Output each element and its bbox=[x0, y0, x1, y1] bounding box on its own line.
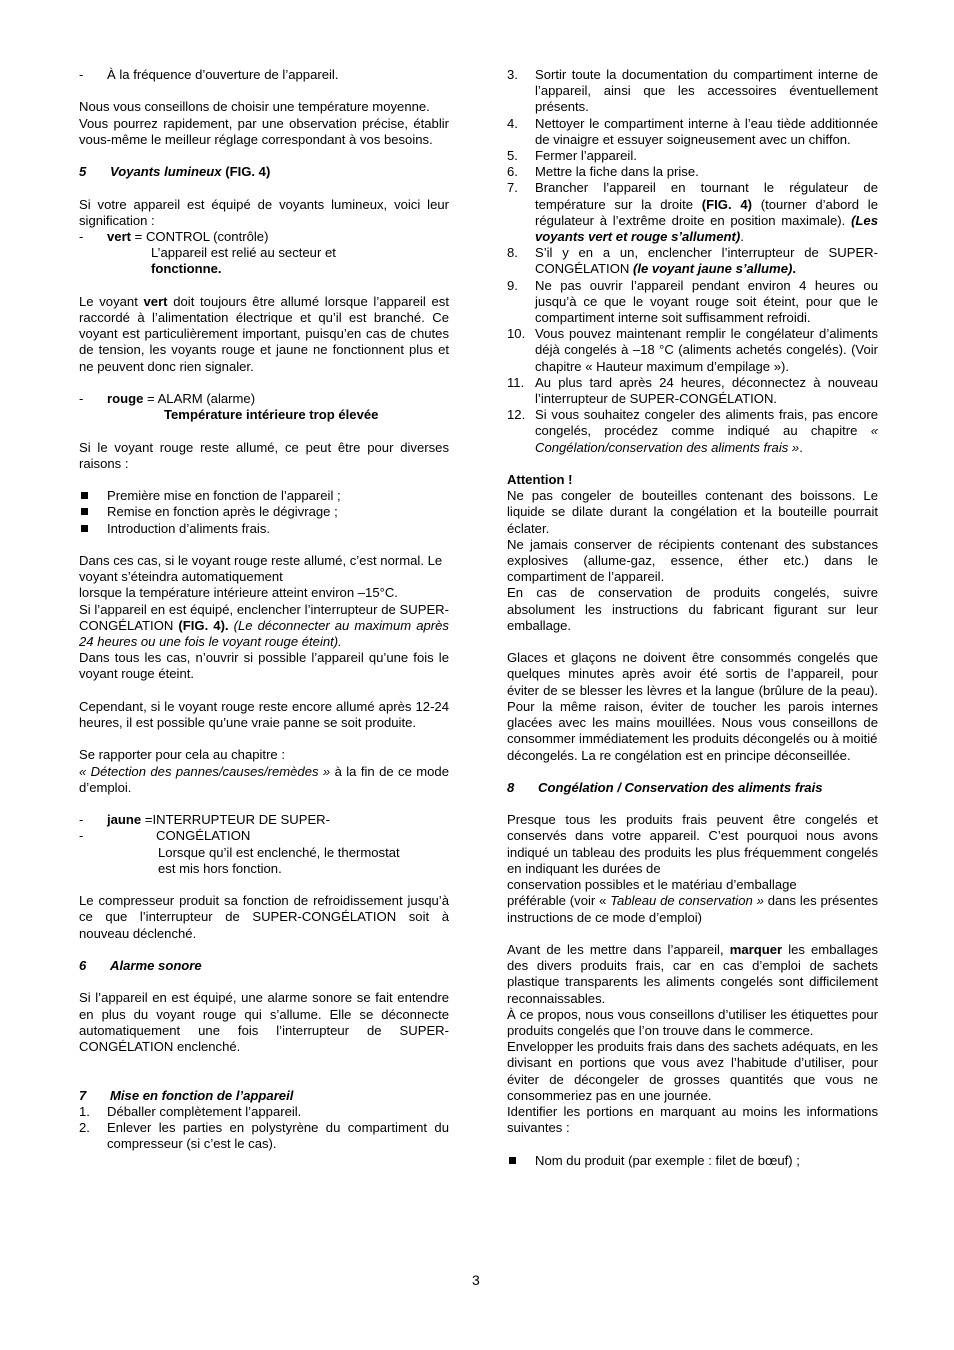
step-item: 5. Fermer l’appareil. bbox=[507, 148, 637, 164]
section-heading-8: 8 Congélation / Conservation des aliments frais bbox=[507, 779, 823, 795]
section-heading-5: 5 Voyants lumineux (FIG. 4) bbox=[79, 164, 271, 180]
square-bullet-icon bbox=[79, 488, 107, 504]
paragraph: À ce propos, nous vous conseillons d’utiliser les étiquettes pour produits congelés que l’on trouve dans le commerce. bbox=[507, 1006, 878, 1038]
indicator-red: - rouge = ALARM (alarme) bbox=[79, 390, 256, 406]
step-item: 8. S’il y en a un, enclencher l’interrupteur de SUPER-CONGÉLATION (le voyant jaune s’allume). bbox=[507, 245, 878, 277]
paragraph: Si le voyant rouge reste allumé, ce peut être pour diverses raisons : bbox=[79, 439, 449, 471]
paragraph: Cependant, si le voyant rouge reste encore allumé après 12-24 heures, il est possible qu’une vraie panne se soit produite. bbox=[79, 698, 449, 730]
step-item: 11. Au plus tard après 24 heures, déconnectez à nouveau l’interrupteur de SUPER-CONGÉLATION. bbox=[507, 374, 878, 407]
paragraph: Ne jamais conserver de récipients contenant des substances explosives (allume-gaz, essence, éther etc.) dans le compartiment de l’appareil. bbox=[507, 536, 878, 585]
paragraph: conservation possibles et le matériau d’emballage bbox=[507, 877, 797, 893]
paragraph: Ne pas congeler de bouteilles contenant des boissons. Le liquide se dilate durant la congélation et la bouteille pourrait éclater. bbox=[507, 488, 878, 536]
square-bullet-icon bbox=[79, 504, 107, 520]
paragraph: Se rapporter pour cela au chapitre : bbox=[79, 747, 285, 763]
right-column bbox=[507, 67, 878, 1169]
step-item: 4. Nettoyer le compartiment interne à l’eau tiède additionnée de vinaigre et essuyer soigneusement avec un chiffon. bbox=[507, 115, 878, 147]
indicator-red-description: Température intérieure trop élevée bbox=[164, 407, 379, 423]
bullet-item: Introduction d’aliments frais. bbox=[79, 521, 449, 537]
indicator-green-description: L’appareil est relié au secteur et bbox=[151, 245, 336, 261]
bullet-item: Nom du produit (par exemple : filet de bœuf) ; bbox=[507, 1153, 878, 1169]
paragraph: Envelopper les produits frais dans des sachets adéquats, en les divisant en portions que vous avez l’habitude d’utiliser, pour éviter de décongeler de grosses quantités que vous ne consommeriez pas en une journée. bbox=[507, 1039, 878, 1103]
indicator-yellow-description: Lorsque qu’il est enclenché, le thermostat bbox=[158, 844, 400, 860]
dash-item-text: À la fréquence d’ouverture de l’appareil. bbox=[107, 67, 339, 82]
indicator-green: - vert = CONTROL (contrôle) bbox=[79, 228, 269, 244]
step-item: 3. Sortir toute la documentation du compartiment interne de l’appareil, ainsi que les accessoires éventuellement présents. bbox=[507, 67, 878, 115]
paragraph: Si l’appareil en est équipé, enclencher l’interrupteur de SUPER-CONGÉLATION (FIG. 4). (Le déconnecter au maximum après 24 heures ou une fois le voyant rouge éteint). bbox=[79, 601, 449, 649]
paragraph: Le voyant vert doit toujours être allumé lorsque l’appareil est raccordé à l’alimentation électrique et qu’il est branché. Ce voyant est particulièrement important, puisqu’en cas de chutes de tension, les voyants rouge et jaune ne fonctionnent plus et ne peuvent donc rien signaler. bbox=[79, 293, 449, 374]
paragraph: Dans ces cas, si le voyant rouge reste allumé, c’est normal. Le voyant s’éteindra automatiquement bbox=[79, 552, 443, 585]
indicator-yellow-description: est mis hors fonction. bbox=[158, 860, 282, 876]
bullet-item: Première mise en fonction de l’appareil ; bbox=[79, 488, 449, 504]
paragraph: « Détection des pannes/causes/remèdes » à la fin de ce mode d’emploi. bbox=[79, 763, 449, 795]
attention-heading: Attention ! bbox=[507, 472, 573, 488]
indicator-yellow-line: - CONGÉLATION bbox=[79, 828, 251, 844]
paragraph: Avant de les mettre dans l’appareil, marquer les emballages des divers produits frais, car en cas d’emploi de sachets plastique transparents les aliments congelés sont difficilement reconnaissables. bbox=[507, 941, 878, 1006]
section-heading-6: 6 Alarme sonore bbox=[79, 957, 202, 973]
paragraph: Dans tous les cas, n’ouvrir si possible l’appareil qu’une fois le voyant rouge éteint. bbox=[79, 650, 449, 682]
square-bullet-icon bbox=[79, 521, 107, 537]
step-item: 9. Ne pas ouvrir l’appareil pendant environ 4 heures ou jusqu’à ce que le voyant rouge soit éteint, pour que le compartiment interne soit suffisamment refroidi. bbox=[507, 277, 878, 326]
step-item: 1. Déballer complètement l’appareil. bbox=[79, 1103, 302, 1119]
paragraph: Vous pourrez rapidement, par une observation précise, établir vous-même le meilleur réglage correspondant à vos besoins. bbox=[79, 115, 449, 147]
paragraph: Le compresseur produit sa fonction de refroidissement jusqu’à ce que l’interrupteur de SUPER-CONGÉLATION soit à nouveau déclenché. bbox=[79, 893, 449, 941]
indicator-green-status: fonctionne. bbox=[151, 261, 222, 277]
paragraph: lorsque la température intérieure atteint environ –15°C. bbox=[79, 585, 398, 601]
indicator-yellow: - jaune =INTERRUPTEUR DE SUPER- bbox=[79, 812, 330, 828]
paragraph: Si votre appareil est équipé de voyants lumineux, voici leur signification : bbox=[79, 196, 449, 228]
step-item: 6. Mettre la fiche dans la prise. bbox=[507, 164, 699, 180]
paragraph: En cas de conservation de produits congelés, suivre absolument les instructions du fabricant figurant sur leur emballage. bbox=[507, 585, 878, 633]
left-column bbox=[79, 67, 449, 1152]
paragraph: Presque tous les produits frais peuvent être congelés et conservés dans votre appareil. C’est pourquoi nous avons indiqué un tableau des produits les plus fréquemment congelés en indiquant les durées de bbox=[507, 812, 878, 876]
paragraph: Nous vous conseillons de choisir une température moyenne. bbox=[79, 99, 430, 115]
paragraph: Si l’appareil en est équipé, une alarme sonore se fait entendre en plus du voyant rouge qui s’allume. Elle se déconnecte automatiquement une fois l’interrupteur de SUPER-CONGÉLATION enclenché. bbox=[79, 990, 449, 1054]
paragraph: préférable (voir « Tableau de conservation » dans les présentes instructions de ce mode d’emploi) bbox=[507, 893, 878, 925]
step-item: 2. Enlever les parties en polystyrène du compartiment du compresseur (si c’est le cas). bbox=[79, 1119, 449, 1152]
paragraph: Glaces et glaçons ne doivent être consommés congelés que quelques minutes après avoir été sortis de l’appareil, pour éviter de se blesser les lèvres et la langue (brûlure de la peau). Pour la même raison, éviter de toucher les parois internes glacées avec les mains mouillées. Nous vous conseillons de consommer immédiatement les produits décongelés ou à moitié bbox=[507, 650, 878, 747]
square-bullet-icon bbox=[507, 1153, 535, 1169]
step-item: 7. Brancher l’appareil en tournant le régulateur de température sur la droite (FIG. 4) (tourner d’abord le régulateur à l’extrême droite en position maximale). (Les voyants vert et rouge s’allument). bbox=[507, 180, 878, 245]
section-heading-7: 7 Mise en fonction de l’appareil bbox=[79, 1087, 294, 1103]
paragraph: Identifier les portions en marquant au moins les informations suivantes : bbox=[507, 1103, 878, 1136]
paragraph: décongelés. La re congélation est en principe déconseillée. bbox=[507, 747, 851, 763]
bullet-item: Remise en fonction après le dégivrage ; bbox=[79, 504, 449, 520]
dash-item: - À la fréquence d’ouverture de l’appareil. bbox=[79, 67, 449, 83]
step-item: 12. Si vous souhaitez congeler des aliments frais, pas encore congelés, procédez comme indiqué au chapitre « Congélation/conservation des aliments frais ». bbox=[507, 407, 878, 455]
step-item: 10. Vous pouvez maintenant remplir le congélateur d’aliments déjà congelés à –18 °C (aliments achetés congelés). (Voir chapitre « Hauteur maximum d’empilage »). bbox=[507, 326, 878, 374]
page-number: 3 bbox=[472, 1272, 480, 1288]
